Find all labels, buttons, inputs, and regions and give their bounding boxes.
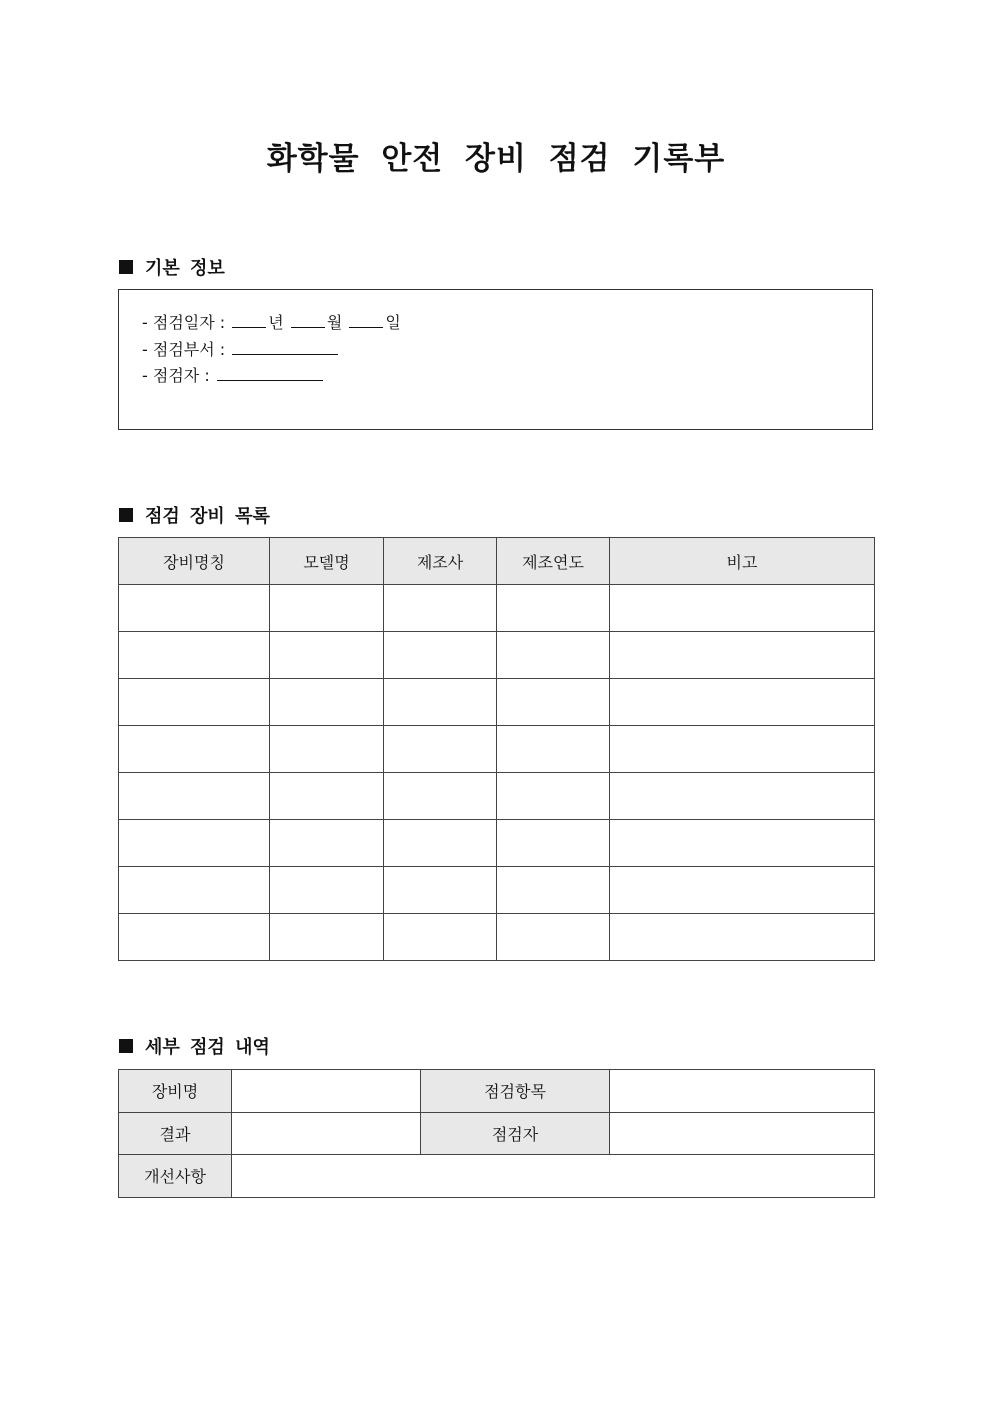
department-blank-field[interactable] xyxy=(232,337,338,355)
table-cell[interactable] xyxy=(384,914,497,961)
table-cell[interactable] xyxy=(270,679,384,726)
column-header-remarks: 비고 xyxy=(610,538,875,585)
table-cell[interactable] xyxy=(610,914,875,961)
table-cell[interactable] xyxy=(119,585,270,632)
table-cell[interactable] xyxy=(384,773,497,820)
improvement-field[interactable] xyxy=(232,1155,875,1198)
table-cell[interactable] xyxy=(610,773,875,820)
table-cell[interactable] xyxy=(270,867,384,914)
table-row xyxy=(119,820,875,867)
table-row xyxy=(119,632,875,679)
table-cell[interactable] xyxy=(610,867,875,914)
improvement-label: 개선사항 xyxy=(119,1155,232,1198)
column-header-manufacture-year: 제조연도 xyxy=(497,538,610,585)
month-blank-field[interactable] xyxy=(291,310,325,328)
table-cell[interactable] xyxy=(119,679,270,726)
table-cell[interactable] xyxy=(610,632,875,679)
table-cell[interactable] xyxy=(384,632,497,679)
table-cell[interactable] xyxy=(497,679,610,726)
table-cell[interactable] xyxy=(610,679,875,726)
table-cell[interactable] xyxy=(384,679,497,726)
table-cell[interactable] xyxy=(384,867,497,914)
inspector-label: 점검자 xyxy=(421,1112,610,1155)
result-label: 결과 xyxy=(119,1112,232,1155)
table-cell[interactable] xyxy=(119,632,270,679)
inspector-label: - 점검자 : xyxy=(142,366,210,385)
table-cell[interactable] xyxy=(497,773,610,820)
inspection-item-field[interactable] xyxy=(610,1070,875,1113)
square-bullet-icon xyxy=(119,508,133,522)
inspector-line xyxy=(142,363,872,390)
square-bullet-icon xyxy=(119,260,133,274)
table-cell[interactable] xyxy=(270,726,384,773)
table-cell[interactable] xyxy=(610,585,875,632)
section-heading-basic-info xyxy=(119,254,225,280)
table-row xyxy=(119,726,875,773)
table-header-row xyxy=(119,538,875,585)
day-label: 일 xyxy=(385,313,401,332)
table-cell[interactable] xyxy=(610,820,875,867)
table-row xyxy=(119,1112,875,1155)
table-row xyxy=(119,867,875,914)
basic-info-box xyxy=(118,289,873,430)
result-field[interactable] xyxy=(232,1112,421,1155)
table-cell[interactable] xyxy=(119,773,270,820)
year-label: 년 xyxy=(268,313,284,332)
table-row xyxy=(119,914,875,961)
table-cell[interactable] xyxy=(497,632,610,679)
year-blank-field[interactable] xyxy=(232,310,266,328)
section-heading-equipment-list xyxy=(119,502,270,528)
section-heading-details xyxy=(119,1033,270,1059)
inspection-department-label: - 점검부서 : xyxy=(142,339,226,359)
table-cell[interactable] xyxy=(119,726,270,773)
column-header-model-name: 모델명 xyxy=(270,538,384,585)
table-cell[interactable] xyxy=(384,820,497,867)
square-bullet-icon xyxy=(119,1039,133,1053)
equipment-name-label: 장비명 xyxy=(119,1070,232,1113)
detail-inspection-table xyxy=(118,1069,875,1198)
table-cell[interactable] xyxy=(384,585,497,632)
table-cell[interactable] xyxy=(119,914,270,961)
table-cell[interactable] xyxy=(610,726,875,773)
section-heading-label: 세부 점검 내역 xyxy=(145,1037,270,1058)
table-cell[interactable] xyxy=(270,820,384,867)
month-label: 월 xyxy=(326,313,343,332)
table-cell[interactable] xyxy=(497,867,610,914)
table-row xyxy=(119,679,875,726)
table-cell[interactable] xyxy=(270,914,384,961)
inspection-date-label: - 점검일자 : xyxy=(142,313,226,332)
table-cell[interactable] xyxy=(119,820,270,867)
table-cell[interactable] xyxy=(384,726,497,773)
table-row xyxy=(119,773,875,820)
inspection-department-line xyxy=(142,337,872,364)
table-cell[interactable] xyxy=(119,867,270,914)
day-blank-field[interactable] xyxy=(349,310,383,328)
table-cell[interactable] xyxy=(270,632,384,679)
table-row xyxy=(119,1155,875,1198)
column-header-manufacturer: 제조사 xyxy=(384,538,497,585)
table-cell[interactable] xyxy=(497,726,610,773)
table-cell[interactable] xyxy=(497,585,610,632)
inspection-date-line xyxy=(142,310,872,337)
table-cell[interactable] xyxy=(497,820,610,867)
section-heading-label: 기본 정보 xyxy=(145,258,225,279)
table-cell[interactable] xyxy=(270,585,384,632)
equipment-list-table xyxy=(118,537,875,961)
column-header-equipment-name: 장비명칭 xyxy=(119,538,270,585)
inspector-field[interactable] xyxy=(610,1112,875,1155)
equipment-name-field[interactable] xyxy=(232,1070,421,1113)
table-row xyxy=(119,585,875,632)
table-cell[interactable] xyxy=(497,914,610,961)
inspector-blank-field[interactable] xyxy=(217,363,323,381)
section-heading-label: 점검 장비 목록 xyxy=(145,506,270,527)
table-row xyxy=(119,1070,875,1113)
table-cell[interactable] xyxy=(270,773,384,820)
page-title: 화학물 안전 장비 점검 기록부 xyxy=(266,141,726,177)
inspection-item-label: 점검항목 xyxy=(421,1070,610,1113)
